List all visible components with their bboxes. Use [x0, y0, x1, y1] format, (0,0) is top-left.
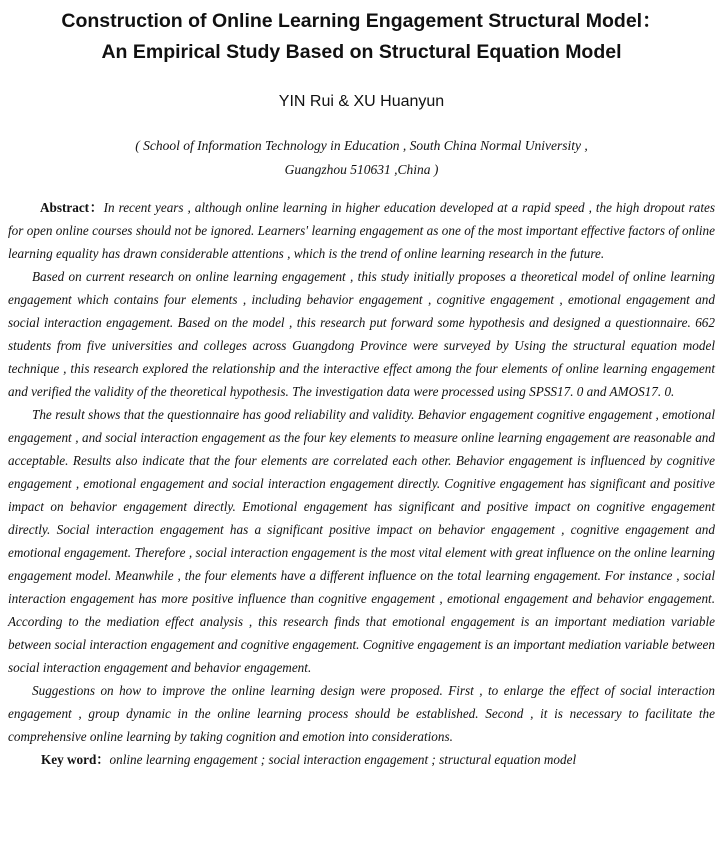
- abstract-paragraph-3: The result shows that the questionnaire has good reliability and validity. Behavior engagement cognitive engagement , emotional engagement , and social interaction engagement as the four key elements to measure online learning engagement are reasonable and acceptable. Results also indicate that the four elements are correlated each other. Behavior engagement is influenced by cognitive engagement , emotional engagement and social interaction engagement directly. Cognitive engagement has significant and positive impact on behavior engagement directly. Emotional engagement has significant and positive impact on cognitive engagement directly. Social interaction engagement has a significant positive impact on behavior engagement , cognitive engagement and emotional engagement. Therefore , social interaction engagement is the most vital element with great influence on the online learning engagement model. Meanwhile , the four elements have a different influence on the total learning engagement. For instance , social interaction engagement has more positive influence than cognitive engagement , emotional engagement and behavior engagement. According to the mediation effect analysis , this research finds that emotional engagement is an important mediation variable between social interaction engagement and cognitive engagement. Cognitive engagement is an important mediation variable between social interaction engagement and behavior engagement.: [8, 407, 715, 675]
- abstract-text-1: In recent years , although online learning in higher education developed at a rapid speed , the high dropout rates for open online courses should not be ignored. Learners' learning engagement as one of the most important effective factors of online learning equality has drawn considerable attentions , which is the trend of online learning research in the future.: [8, 200, 715, 261]
- abstract-paragraph-1: [8, 196, 715, 265]
- abstract-paragraph-4: Suggestions on how to improve the online learning design were proposed. First , to enlarge the effect of social interaction engagement , group dynamic in the online learning process should be established. Second , it is necessary to facilitate the comprehensive online learning by taking cognition and emotion into considerations.: [8, 683, 715, 744]
- abstract-paragraph-2: Based on current research on online learning engagement , this study initially proposes a theoretical model of online learning engagement which contains four elements , including behavior engagement , cognitive engagement , emotional engagement and social interaction engagement. Based on the model , this research put forward some hypothesis and designed a questionnaire. 662 students from five universities and colleges across Guangdong Province were surveyed by Using the structural equation model technique , this research explored the relationship and the interactive effect among the four elements of online learning engagement and verified the validity of the theoretical hypothesis. The investigation data were processed using SPSS17. 0 and AMOS17. 0.: [8, 269, 715, 399]
- affiliation: [8, 134, 715, 182]
- keywords-text: online learning engagement ; social interaction engagement ; structural equation model: [109, 752, 577, 767]
- affiliation-line-1: ( School of Information Technology in Education , South China Normal University ,: [135, 138, 588, 153]
- keywords-label: Key word：: [41, 752, 110, 767]
- affiliation-line-2: Guangzhou 510631 ,China ): [284, 162, 439, 177]
- authors: YIN Rui & XU Huanyun: [278, 93, 445, 110]
- abstract-label: Abstract：: [40, 200, 104, 215]
- paper-title: [8, 0, 715, 68]
- title-line-1: Construction of Online Learning Engagement Structural Model：: [61, 10, 662, 32]
- title-line-2: An Empirical Study Based on Structural Equation Model: [101, 41, 622, 63]
- abstract: [8, 196, 715, 748]
- keywords: [8, 748, 715, 771]
